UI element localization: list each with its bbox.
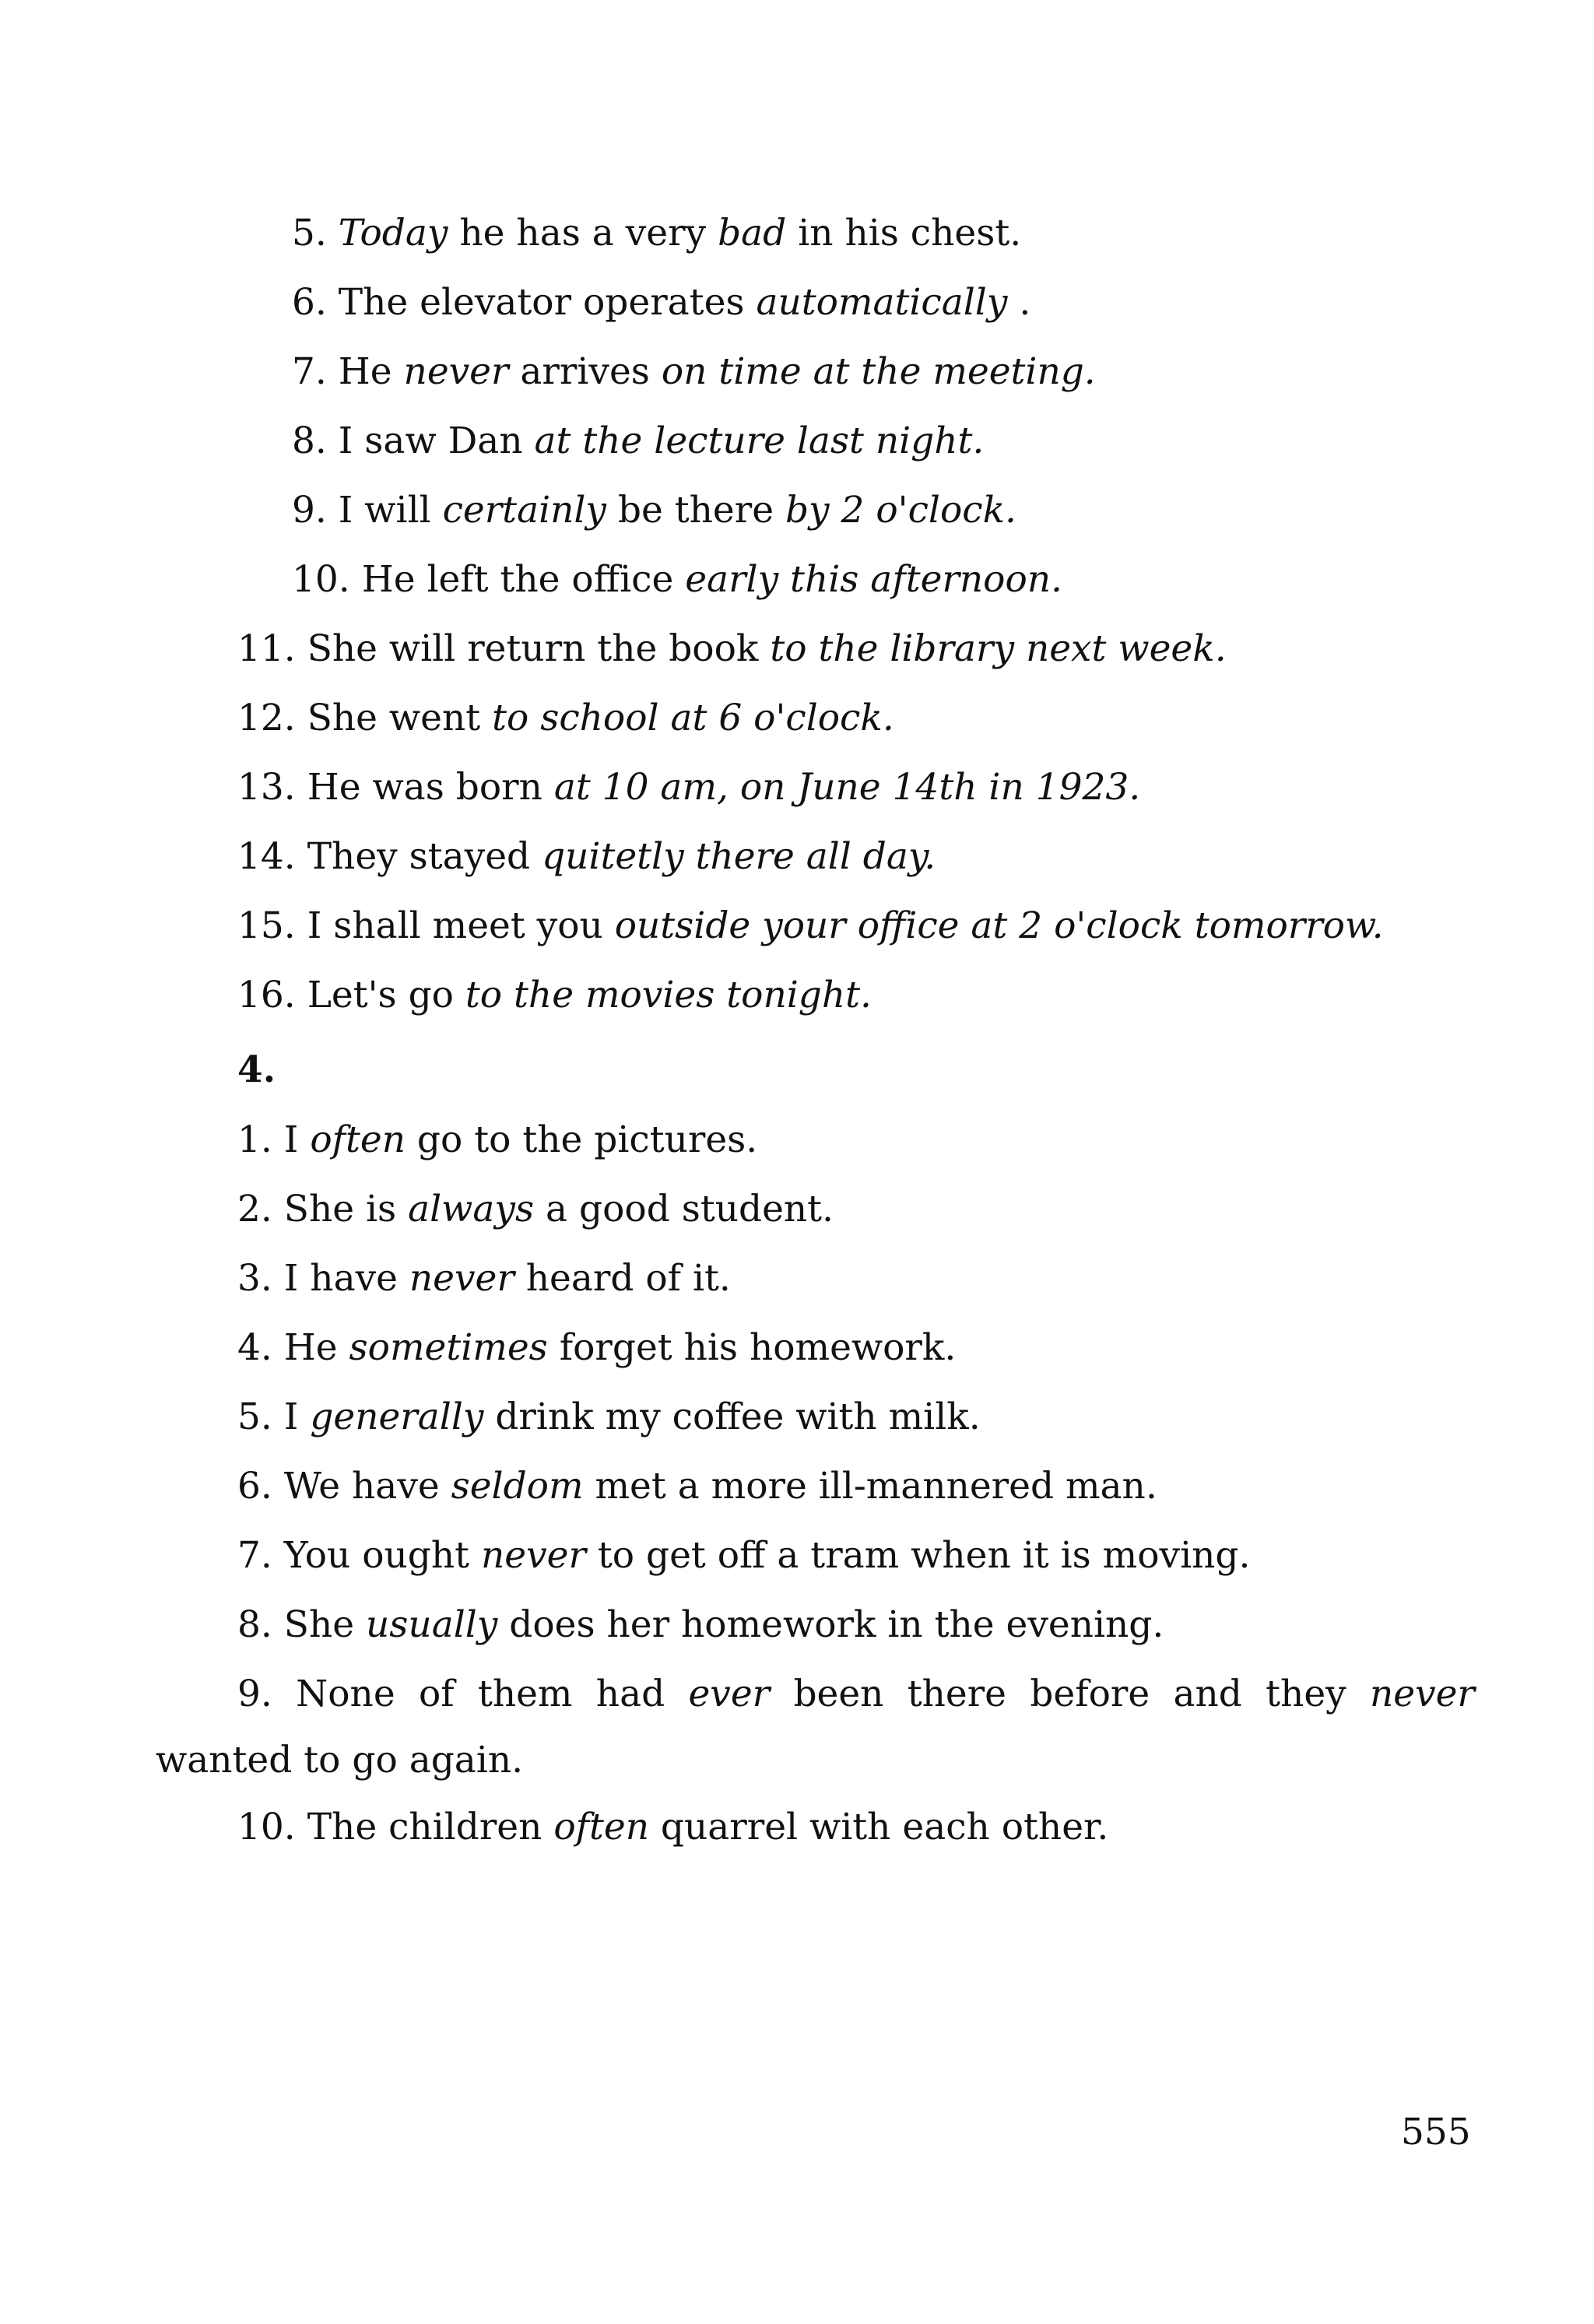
- item-number: 10.: [292, 558, 350, 601]
- item-text: You ought: [283, 1534, 481, 1577]
- item-text: them: [477, 1673, 573, 1715]
- emphasized-text: certainly: [442, 489, 606, 532]
- item-text: and: [1173, 1673, 1242, 1715]
- emphasized-text: generally: [310, 1395, 484, 1438]
- list-item: [237, 1532, 1250, 1579]
- item-number: 10.: [237, 1806, 296, 1848]
- list-item: [237, 1602, 1164, 1648]
- list-item: [237, 695, 894, 742]
- item-text: I saw Dan: [338, 420, 535, 462]
- item-text: had: [595, 1673, 665, 1715]
- emphasized-text: bad: [718, 212, 787, 255]
- emphasized-text: at 10 am, on June 14th in 1923.: [553, 766, 1141, 809]
- item-text: I: [283, 1395, 311, 1438]
- item-text: quarrel with each other.: [648, 1806, 1109, 1848]
- item-text: a good student.: [534, 1188, 834, 1230]
- list-item: [237, 1325, 956, 1371]
- item-text: arrives: [508, 350, 662, 393]
- list-item: [237, 764, 1140, 811]
- item-text: None: [296, 1673, 395, 1715]
- emphasized-text: to the movies tonight.: [465, 974, 872, 1016]
- item-text: He left the office: [361, 558, 686, 601]
- item-number: 4.: [237, 1326, 272, 1369]
- item-text: He: [338, 350, 404, 393]
- item-text: to get off a tram when it is moving.: [585, 1534, 1251, 1577]
- item-text: be there: [606, 489, 785, 532]
- section-heading: 4.: [237, 1048, 276, 1091]
- emphasized-text: to school at 6 o'clock.: [492, 697, 894, 739]
- emphasized-text: never: [1369, 1673, 1475, 1715]
- item-text: I shall meet you: [307, 904, 615, 947]
- emphasized-text: always: [408, 1188, 535, 1230]
- emphasized-text: ever: [688, 1673, 771, 1715]
- item-text: She will return the book: [307, 627, 771, 670]
- list-item: [237, 972, 872, 1019]
- item-text: She is: [283, 1188, 409, 1230]
- item-text: Let's go: [307, 974, 465, 1016]
- list-item: [237, 626, 1227, 672]
- emphasized-text: sometimes: [349, 1326, 548, 1369]
- item-text: he has a very: [448, 212, 718, 255]
- item-text: of: [418, 1673, 455, 1715]
- item-number: 7.: [292, 350, 327, 393]
- item-number: 14.: [237, 835, 296, 878]
- emphasized-text: usually: [366, 1603, 498, 1646]
- item-number: 7.: [237, 1534, 272, 1577]
- item-text: before: [1030, 1673, 1150, 1715]
- item-text: The children: [307, 1806, 554, 1848]
- item-number: 8.: [237, 1603, 272, 1646]
- item-text: I have: [283, 1257, 409, 1300]
- item-number: 6.: [292, 281, 327, 324]
- emphasized-text: seldom: [451, 1465, 584, 1508]
- item-number: 3.: [237, 1257, 272, 1300]
- list-item-9-continuation: wanted to go again.: [156, 1739, 524, 1782]
- emphasized-text: never: [409, 1257, 514, 1300]
- list-item: [292, 279, 1030, 326]
- item-number: 13.: [237, 766, 296, 809]
- list-item: [237, 1117, 757, 1164]
- emphasized-text: Today: [338, 212, 448, 255]
- item-text: been: [793, 1673, 884, 1715]
- item-text: She went: [307, 697, 493, 739]
- item-text: there: [907, 1673, 1006, 1715]
- list-item-9: [237, 1671, 1475, 1718]
- list-item: [292, 349, 1096, 395]
- emphasized-text: early this afternoon.: [685, 558, 1062, 601]
- list-item: [292, 556, 1062, 603]
- item-number: 15.: [237, 904, 296, 947]
- item-text: heard of it.: [514, 1257, 731, 1300]
- item-number: 8.: [292, 420, 327, 462]
- item-number: 12.: [237, 697, 296, 739]
- item-text: does her homework in the evening.: [497, 1603, 1164, 1646]
- emphasized-text: never: [481, 1534, 586, 1577]
- item-number: 5.: [237, 1395, 272, 1438]
- emphasized-text: outside your office at 2 o'clock tomorrow.: [614, 904, 1384, 947]
- item-text: .: [1007, 281, 1031, 324]
- item-number: 2.: [237, 1188, 272, 1230]
- list-item: [237, 1463, 1157, 1510]
- emphasized-text: to the library next week.: [770, 627, 1227, 670]
- page-number: 555: [1401, 2111, 1471, 2154]
- item-text: He was born: [307, 766, 554, 809]
- item-text: The elevator operates: [338, 281, 757, 324]
- list-item: [292, 418, 984, 465]
- item-text: We have: [283, 1465, 451, 1508]
- item-text: go to the pictures.: [405, 1118, 758, 1161]
- emphasized-text: often: [310, 1118, 406, 1161]
- emphasized-text: automatically: [756, 281, 1008, 324]
- item-number: 9.: [292, 489, 327, 532]
- emphasized-text: quitetly there all day.: [542, 835, 936, 878]
- item-text: met a more ill-mannered man.: [583, 1465, 1157, 1508]
- list-item: [237, 1394, 981, 1441]
- item-text: in his chest.: [786, 212, 1022, 255]
- item-text: I: [283, 1118, 311, 1161]
- list-item: [237, 1255, 731, 1302]
- item-text: they: [1266, 1673, 1346, 1715]
- item-number: 5.: [292, 212, 327, 255]
- item-number: 1.: [237, 1118, 272, 1161]
- item-number: 6.: [237, 1465, 272, 1508]
- list-item: [237, 1186, 834, 1233]
- list-item: [292, 487, 1016, 534]
- item-text: forget his homework.: [547, 1326, 957, 1369]
- item-number: 9.: [237, 1673, 272, 1715]
- list-item: [237, 834, 936, 880]
- item-text: I will: [338, 489, 443, 532]
- emphasized-text: on time at the meeting.: [661, 350, 1096, 393]
- list-item: [292, 210, 1021, 257]
- emphasized-text: often: [553, 1806, 649, 1848]
- list-item-10: [237, 1804, 1108, 1851]
- emphasized-text: at the lecture last night.: [534, 420, 985, 462]
- list-item: [237, 903, 1384, 950]
- item-number: 11.: [237, 627, 296, 670]
- item-text: He: [283, 1326, 349, 1369]
- item-text: drink my coffee with milk.: [483, 1395, 981, 1438]
- item-text: She: [283, 1603, 367, 1646]
- emphasized-text: by 2 o'clock.: [785, 489, 1017, 532]
- item-number: 16.: [237, 974, 296, 1016]
- emphasized-text: never: [403, 350, 509, 393]
- item-text: They stayed: [307, 835, 542, 878]
